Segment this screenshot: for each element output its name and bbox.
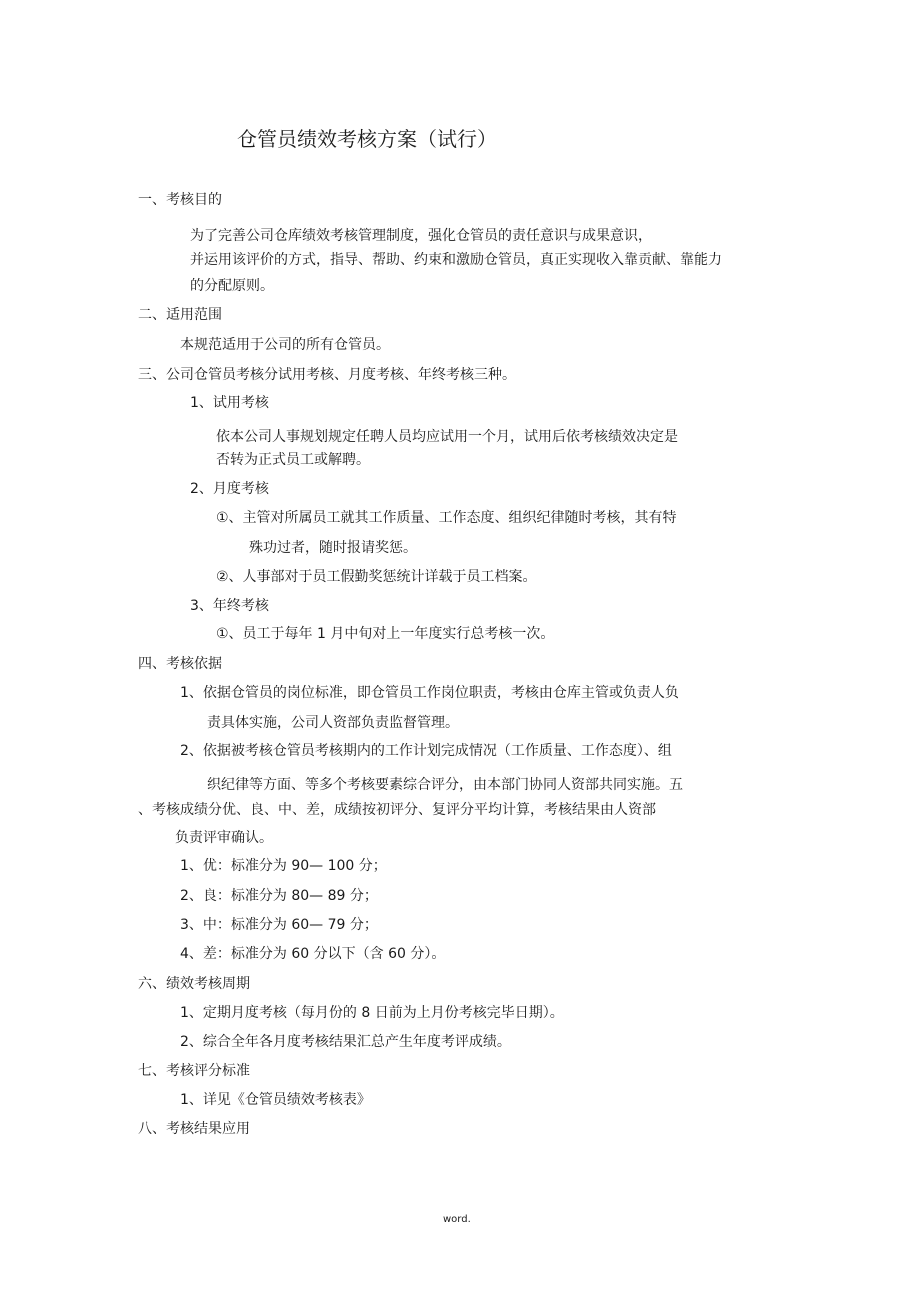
section-3-item-2-line-1: ①、主管对所属员工就其工作质量、工作态度、组织纪律随时考核，其有特 bbox=[216, 510, 677, 526]
section-6-heading: 六、绩效考核周期 bbox=[138, 976, 250, 992]
section-4-item-1-line-2: 责具体实施，公司人资部负责监督管理。 bbox=[207, 715, 459, 731]
section-4-item-2-line-2: 织纪律等方面、等多个考核要素综合评分，由本部门协同人资部共同实施。五 bbox=[207, 777, 683, 793]
section-3-item-1: 1、试用考核 bbox=[190, 395, 269, 411]
section-1-heading: 一、考核目的 bbox=[138, 192, 222, 208]
page-footer: word. bbox=[443, 1214, 471, 1225]
grade-average: 3、中：标准分为 60— 79 分； bbox=[180, 917, 378, 933]
section-3-item-1-line-2: 否转为正式员工或解聘。 bbox=[216, 452, 370, 468]
grade-good: 2、良：标准分为 80— 89 分； bbox=[180, 888, 378, 904]
section-6-item-1: 1、定期月度考核（每月份的 8 日前为上月份考核完毕日期）。 bbox=[180, 1005, 564, 1021]
section-3-item-2-line-3: ②、人事部对于员工假勤奖惩统计详载于员工档案。 bbox=[216, 569, 537, 585]
section-1-paragraph-line-1: 为了完善公司仓库绩效考核管理制度，强化仓管员的责任意识与成果意识， bbox=[190, 228, 652, 244]
section-3-item-2: 2、月度考核 bbox=[190, 481, 269, 497]
section-4-item-2-line-1: 2、依据被考核仓管员考核期内的工作计划完成情况（工作质量、工作态度）、组 bbox=[180, 743, 672, 759]
section-3-item-3-line-1: ①、员工于每年 1 月中旬对上一年度实行总考核一次。 bbox=[216, 626, 555, 642]
section-4-heading: 四、考核依据 bbox=[138, 656, 222, 672]
section-8-heading: 八、考核结果应用 bbox=[138, 1121, 250, 1137]
section-6-item-2: 2、综合全年各月度考核结果汇总产生年度考评成绩。 bbox=[180, 1034, 511, 1050]
section-3-item-3: 3、年终考核 bbox=[190, 598, 269, 614]
section-3-item-2-line-2: 殊功过者，随时报请奖惩。 bbox=[249, 540, 417, 556]
document-title: 仓管员绩效考核方案（试行） bbox=[237, 127, 497, 151]
section-5-intro-line: 、考核成绩分优、良、中、差，成绩按初评分、复评分平均计算，考核结果由人资部 bbox=[138, 802, 656, 818]
section-1-paragraph-line-2: 并运用该评价的方式，指导、帮助、约束和激励仓管员，真正实现收入靠贡献、靠能力 bbox=[190, 252, 722, 268]
section-2-heading: 二、适用范围 bbox=[138, 307, 222, 323]
section-3-item-1-line-1: 依本公司人事规划规定任聘人员均应试用一个月，试用后依考核绩效决定是 bbox=[216, 429, 678, 445]
section-2-paragraph: 本规范适用于公司的所有仓管员。 bbox=[180, 337, 390, 353]
grade-excellent: 1、优：标准分为 90— 100 分； bbox=[180, 858, 387, 874]
section-5-intro-line-end: 负责评审确认。 bbox=[175, 830, 273, 846]
grade-poor: 4、差：标准分为 60 分以下（含 60 分）。 bbox=[180, 946, 446, 962]
section-4-item-1-line-1: 1、依据仓管员的岗位标准，即仓管员工作岗位职责，考核由仓库主管或负责人负 bbox=[180, 685, 679, 701]
section-1-paragraph-line-3: 的分配原则。 bbox=[190, 278, 274, 294]
section-3-heading: 三、公司仓管员考核分试用考核、月度考核、年终考核三种。 bbox=[138, 367, 516, 383]
section-7-heading: 七、考核评分标准 bbox=[138, 1063, 250, 1079]
section-7-item-1: 1、详见《仓管员绩效考核表》 bbox=[180, 1092, 371, 1108]
